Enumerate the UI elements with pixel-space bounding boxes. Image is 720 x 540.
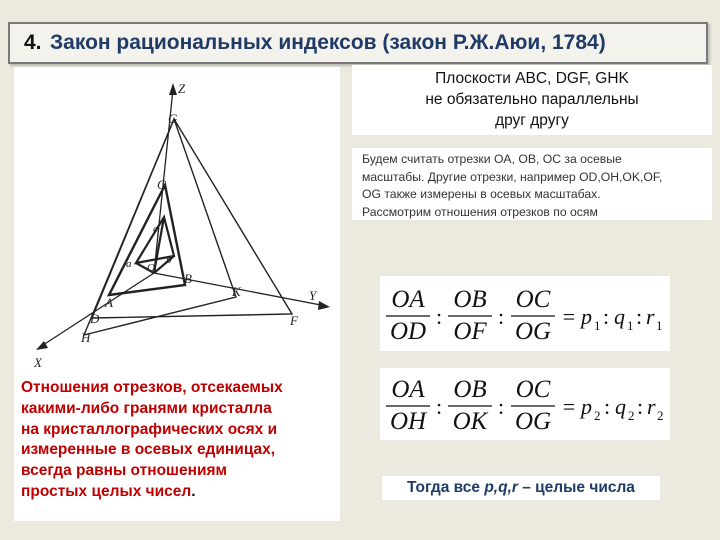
f1-colon-1: : <box>435 304 443 329</box>
segments-note <box>352 148 712 220</box>
f2-q-sub: 2 <box>628 408 635 423</box>
formula-2 <box>380 368 670 440</box>
law-line: какими-либо гранями кристалла <box>21 399 272 417</box>
f2-p-sub: 2 <box>594 408 601 423</box>
label-D: D <box>90 311 100 326</box>
law-line: измеренные в осевых единицах, <box>21 441 276 459</box>
segments-note-line: Рассмотрим отношения отрезков по осям <box>362 204 598 219</box>
f2-colon-2: : <box>497 394 505 419</box>
f1-equals: = <box>562 304 576 329</box>
conclusion-vars: p,q,r <box>484 479 518 496</box>
f1-q-sub: 1 <box>627 318 634 333</box>
f1-r-sub: 1 <box>656 318 663 333</box>
law-last-text: простых целых чисел <box>21 482 192 500</box>
axes-diagram <box>14 67 340 373</box>
f2-colon-3: : <box>604 394 611 419</box>
plane-DGF <box>92 119 292 318</box>
law-statement <box>14 373 340 521</box>
segments-note-line: OG также измерены в осевых масштабах. <box>362 187 601 201</box>
law-line: всегда равны отношениям <box>21 462 227 480</box>
f2-equals: = <box>562 394 576 419</box>
f2-r: r <box>647 394 656 419</box>
planes-note <box>352 65 712 135</box>
f2-num-OB: OB <box>453 376 487 403</box>
conclusion-prefix: Тогда все <box>407 479 485 496</box>
x-axis-line <box>40 273 154 347</box>
title-bar <box>8 22 708 64</box>
page-title: Закон рациональных индексов (закон Р.Ж.Аюи, 1784) <box>50 31 606 54</box>
z-axis-arrow <box>169 83 177 95</box>
f2-den-OH: OH <box>389 408 427 435</box>
f1-colon-4: : <box>636 304 643 329</box>
f1-q: q <box>614 304 625 329</box>
segments-note-line: масштабы. Другие отрезки, например OD,OH,OK,OF, <box>362 169 663 184</box>
planes-note-line2: не обязательно параллельны <box>425 91 639 108</box>
label-O: O <box>147 262 155 274</box>
label-X: X <box>34 355 42 370</box>
f2-den-OG: OG <box>514 408 552 435</box>
label-K: K <box>232 284 241 299</box>
label-A: A <box>105 295 113 310</box>
f2-q: q <box>615 394 626 419</box>
label-Y: Y <box>309 288 317 303</box>
label-a: a <box>126 258 132 270</box>
f2-colon-4: : <box>637 394 644 419</box>
law-line-last <box>14 482 340 503</box>
f2-p: p <box>581 394 592 419</box>
formula-1-svg <box>380 276 670 351</box>
label-Z: Z <box>178 81 186 96</box>
conclusion <box>382 476 660 500</box>
law-line: Отношения отрезков, отсекаемых <box>21 379 283 396</box>
law-last-period: . <box>191 482 196 500</box>
plane-ABC <box>109 185 185 295</box>
f1-colon-3: : <box>603 304 610 329</box>
y-axis-arrow <box>318 301 330 310</box>
label-G: G <box>168 111 178 126</box>
label-b: b <box>166 254 172 266</box>
f1-num-OA: OA <box>391 286 425 313</box>
f1-p: p <box>581 304 592 329</box>
f1-colon-2: : <box>497 304 505 329</box>
planes-note-line3: друг другу <box>495 112 569 129</box>
label-F: F <box>290 313 298 328</box>
f1-den-OD: OD <box>389 318 427 345</box>
title-number: 4. <box>24 31 42 54</box>
f1-p-sub: 1 <box>594 318 601 333</box>
planes-note-line1: Плоскости ABC, DGF, GHK <box>435 70 629 87</box>
crystal-axes-figure <box>14 67 340 373</box>
label-c: c <box>153 223 158 235</box>
f2-num-OA: OA <box>391 376 425 403</box>
label-H: H <box>81 330 91 345</box>
formula-2-svg <box>380 368 670 440</box>
conclusion-suffix: – целые числа <box>517 479 635 496</box>
f1-den-OF: OF <box>453 318 487 345</box>
f1-den-OG: OG <box>514 318 552 345</box>
segments-note-line: Будем считать отрезки OA, OB, OC за осевые <box>362 152 622 166</box>
f2-colon-1: : <box>435 394 443 419</box>
label-C: C <box>157 177 166 192</box>
f2-r-sub: 2 <box>657 408 664 423</box>
f1-num-OC: OC <box>515 286 551 313</box>
f1-r: r <box>646 304 655 329</box>
formula-1 <box>380 276 670 351</box>
f1-num-OB: OB <box>453 286 487 313</box>
f2-den-OK: OK <box>452 408 488 435</box>
label-B: B <box>184 271 192 286</box>
law-line: на кристаллографических осях и <box>21 420 278 438</box>
f2-num-OC: OC <box>515 376 551 403</box>
